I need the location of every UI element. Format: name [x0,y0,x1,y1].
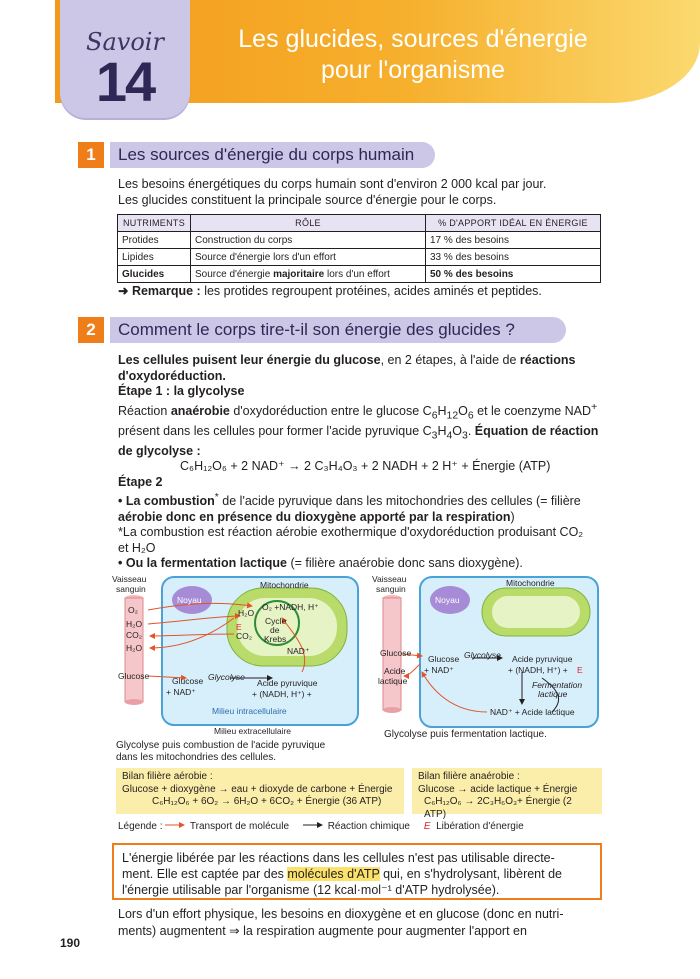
svg-text:Krebs: Krebs [264,634,287,644]
svg-text:O₂ +NADH, H⁺: O₂ +NADH, H⁺ [262,602,319,612]
table-row: Protides Construction du corps 17 % des besoins [118,232,601,249]
remark: ➜ Remarque : les protides regroupent protéines, acides aminés et peptides. [118,284,542,298]
svg-text:Milieu extracellulaire: Milieu extracellulaire [214,726,292,736]
section-1-number: 1 [78,142,104,168]
svg-text:Milieu intracellulaire: Milieu intracellulaire [212,706,287,716]
svg-text:Acide pyruvique: Acide pyruvique [257,678,318,688]
svg-text:O₂: O₂ [128,605,138,615]
svg-text:Noyau: Noyau [177,595,202,605]
section-1-text: Les besoins énergétiques du corps humain sont d'environ 2 000 kcal par jour. Les glucides constituent la principale source d'énergie pour le corps. [118,177,547,207]
anaerobic-diagram [372,572,602,732]
final-paragraph: Lors d'un effort physique, les besoins en dioxygène et en glucose (donc en nutri- ments) augmentent ⇒ la respiration augmente pour augmenter l'apport en [118,907,564,938]
svg-text:Noyau: Noyau [435,595,460,605]
svg-text:H₂O: H₂O [126,619,143,629]
savoir-number: 14 [95,50,155,113]
svg-text:CO₂: CO₂ [126,630,143,640]
svg-text:NAD⁺ + Acide lactique: NAD⁺ + Acide lactique [490,707,575,717]
svg-text:Fermentation: Fermentation [532,680,583,690]
savoir-label: Savoir [86,28,164,56]
svg-text:E: E [577,665,583,675]
svg-text:Mitochondrie: Mitochondrie [260,580,309,590]
glycolysis-equation: C₆H₁₂O₆ + 2 NAD⁺ → 2 C₃H₄O₃ + 2 NADH + 2 H⁺ + Énergie (ATP) [180,459,551,474]
svg-text:H₂O: H₂O [126,643,143,653]
svg-text:Acide: Acide [384,666,406,676]
aerobic-diagram [112,572,362,742]
svg-text:Mitochondrie: Mitochondrie [506,578,555,588]
svg-text:Glycolyse: Glycolyse [208,672,245,682]
svg-text:H₂O: H₂O [238,608,255,618]
svg-text:sanguin: sanguin [116,584,146,594]
table-row: Lipides Source d'énergie lors d'un effort 33 % des besoins [118,249,601,266]
transport-arrow-icon [165,821,187,829]
svg-text:Glycolyse: Glycolyse [464,650,501,660]
table-header: % D'APPORT IDÉAL EN ÉNERGIE [426,215,601,232]
svg-text:sanguin: sanguin [376,584,406,594]
svg-text:+ (NADH, H⁺) +: + (NADH, H⁺) + [508,665,568,675]
table-header: NUTRIMENTS [118,215,191,232]
legend: Légende : Transport de molécule Réaction chimique E Libération d'énergie [118,821,524,832]
svg-text:CO₂: CO₂ [236,631,253,641]
svg-text:+ NAD⁺: + NAD⁺ [166,687,196,697]
diagram-1-caption: Glycolyse puis combustion de l'acide pyruvique dans les mitochondries des cellules. [116,740,326,763]
svg-text:NAD⁺: NAD⁺ [287,646,310,656]
svg-text:Vaisseau: Vaisseau [372,574,407,584]
svg-text:+ (NADH, H⁺) +: + (NADH, H⁺) + [252,689,312,699]
diagram-2-caption: Glycolyse puis fermentation lactique. [384,729,547,740]
svg-text:lactique: lactique [378,676,408,686]
atp-box: L'énergie libérée par les réactions dans les cellules n'est pas utilisable directe- ment. Elle est captée par des molécules d'ATP qui, en s'hydrolysant, libèrent de l'énergie utilisable par l'organisme (12 kcal·mol⁻¹ d'ATP hydrolysée). [112,843,602,900]
svg-text:lactique: lactique [538,689,568,699]
table-header: RÔLE [191,215,426,232]
svg-text:de: de [270,625,280,635]
bilan-anaerobic: Bilan filière anaérobie : Glucose → acide lactique + Énergie C₆H₁₂O₆ → 2C₃H₆O₃+ Énergie (2 ATP) [412,768,602,814]
svg-text:Glucose: Glucose [172,676,204,686]
svg-text:Glucose: Glucose [380,648,412,658]
svg-text:Glucose: Glucose [118,671,150,681]
table-row: Glucides Source d'énergie majoritaire lors d'un effort 50 % des besoins [118,266,601,283]
svg-text:Acide pyruvique: Acide pyruvique [512,654,573,664]
svg-text:+ NAD⁺: + NAD⁺ [424,665,454,675]
section-2-number: 2 [78,317,104,343]
bilan-aerobic: Bilan filière aérobie : Glucose + dioxygène → eau + dioxyde de carbone + Énergie C₆H₁₂O₆ + 6O₂ → 6H₂O + 6CO₂ + Énergie (36 ATP) [116,768,404,814]
nutrient-table [117,214,601,283]
section-2-text: Les cellules puisent leur énergie du glucose, en 2 étapes, à l'aide de réactions d'oxydoréduction. Étape 1 : la glycolyse Réaction anaérobie d'oxydoréduction entre le glucose $C_6H_{12}O_6$ et le coenzyme NAD+ présent dans les cellules pour former l'acide pyruvique $C_3H_4O_3$. Équation de réaction de glycolyse : C₆H₁₂O₆ + 2 NAD⁺ → 2 C₃H₄O₃ + 2 NADH + 2 H⁺ + Énergie (ATP) Étape 2 • La combustion* de l'acide pyruvique dans les mitochondries des cellules (= filière aérobie donc en présence du dioxygène apporté par la respiration) *La combustion est réaction aérobie exothermique d'oxydoréduction produisant CO₂ et H₂O • Ou la fermentation lactique (= filière anaérobie donc sans dioxygène). [118,353,608,572]
page-number: 190 [60,936,81,950]
svg-text:Cycle: Cycle [265,616,287,626]
svg-text:Glucose: Glucose [428,654,460,664]
section-1-title: Les sources d'énergie du corps humain [110,142,435,168]
svg-text:E: E [236,622,242,632]
page-title: Les glucides, sources d'énergie pour l'organisme [238,25,588,84]
section-2-title: Comment le corps tire-t-il son énergie des glucides ? [110,317,566,343]
reaction-arrow-icon [303,821,325,829]
svg-text:Vaisseau: Vaisseau [112,574,147,584]
